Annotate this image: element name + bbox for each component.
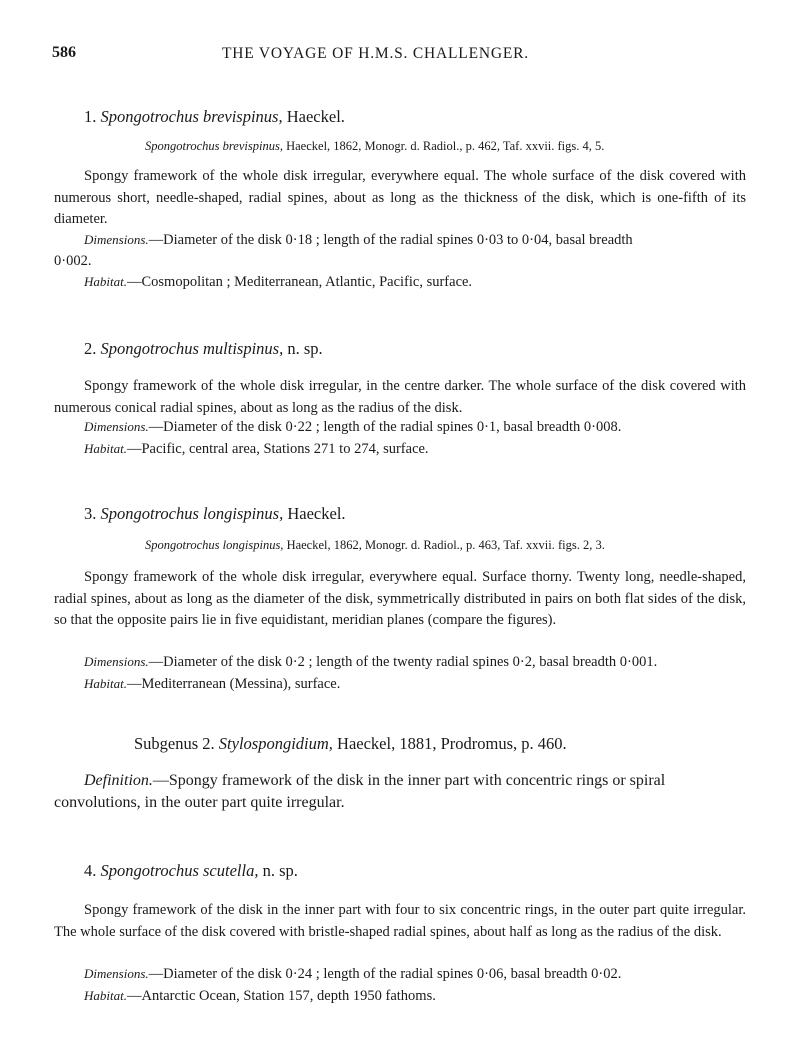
species-heading (84, 504, 346, 524)
species-author: n. sp. (287, 339, 323, 358)
species-name: Spongotrochus scutella, (100, 861, 259, 880)
habitat-text: —Cosmopolitan ; Mediterranean, Atlantic, Pacific, surface. (126, 274, 473, 290)
species-name: Spongotrochus longispinus, (100, 504, 284, 523)
definition-text: —Spongy framework of the disk in the inner part with concentric rings or spiral convolutions, in the outer part quite irregular. (54, 772, 666, 811)
dimensions-text: —Diameter of the disk 0·24 ; length of the radial spines 0·06, basal breadth 0·02. (148, 966, 622, 982)
reference-text: Haeckel, 1862, Monogr. d. Radiol., p. 462, Taf. xxvii. figs. 4, 5. (286, 139, 605, 153)
subgenus-prefix: Subgenus 2. (134, 734, 215, 753)
dimensions-line (84, 232, 633, 249)
subgenus-definition (54, 770, 754, 814)
dimensions-text: —Diameter of the disk 0·18 ; length of the radial spines 0·03 to 0·04, basal breadth (148, 232, 633, 248)
dimensions-line-continued: 0·002. (54, 253, 92, 269)
subgenus-name: Stylospongidium, (218, 734, 333, 753)
definition-label: Definition. (84, 772, 153, 789)
subgenus-heading (134, 734, 567, 754)
species-number: 3. (84, 504, 97, 523)
dimensions-label: Dimensions. (84, 966, 149, 981)
species-description: Spongy framework of the disk in the inner part with four to six concentric rings, in the outer part quite irregular. The whole surface of the disk covered with bristle-shaped radial spines, about half as long as the radius of the disk. (54, 902, 746, 940)
species-author: Haeckel. (286, 107, 345, 126)
reference-name: Spongotrochus longispinus, (145, 538, 284, 552)
dimensions-line (84, 654, 657, 671)
species-heading (84, 107, 345, 127)
species-description: Spongy framework of the whole disk irregular, everywhere equal. Surface thorny. Twenty long, needle-shaped, radial spines, about as long as the diameter of the disk, symmetrically distributed in pairs on both flat sides of the disk, so that the opposite pairs lie in five equidistant, meridian planes (compare the figures). (54, 569, 746, 628)
reference-text: Haeckel, 1862, Monogr. d. Radiol., p. 463, Taf. xxvii. figs. 2, 3. (286, 538, 605, 552)
habitat-label: Habitat. (84, 441, 127, 456)
species-description: Spongy framework of the whole disk irregular, in the centre darker. The whole surface of the disk covered with numerous conical radial spines, about as long as the radius of the disk. (54, 378, 746, 416)
species-description: Spongy framework of the whole disk irregular, everywhere equal. The whole surface of the disk covered with numerous short, needle-shaped, radial spines, about as long as the thickness of the disk, which is one-fifth of its diameter. (54, 168, 746, 227)
habitat-label: Habitat. (84, 274, 127, 289)
habitat-text: —Antarctic Ocean, Station 157, depth 1950 fathoms. (126, 988, 436, 1004)
species-number: 4. (84, 861, 97, 880)
species-reference (145, 139, 604, 154)
dimensions-line (84, 419, 621, 436)
dimensions-label: Dimensions. (84, 419, 149, 434)
running-title: THE VOYAGE OF H.M.S. CHALLENGER. (222, 45, 529, 62)
species-heading (84, 339, 323, 359)
species-reference (145, 538, 605, 553)
habitat-label: Habitat. (84, 676, 127, 691)
habitat-label: Habitat. (84, 988, 127, 1003)
habitat-line (84, 441, 429, 458)
habitat-text: —Pacific, central area, Stations 271 to 274, surface. (126, 441, 429, 457)
subgenus-text: Haeckel, 1881, Prodromus, p. 460. (337, 734, 567, 753)
species-heading (84, 861, 298, 881)
dimensions-line (84, 966, 621, 983)
dimensions-text: —Diameter of the disk 0·2 ; length of the twenty radial spines 0·2, basal breadth 0·001. (148, 654, 658, 670)
page-number: 586 (52, 44, 76, 61)
dimensions-text: —Diameter of the disk 0·22 ; length of the radial spines 0·1, basal breadth 0·008. (148, 419, 622, 435)
dimensions-label: Dimensions. (84, 232, 149, 247)
species-author: n. sp. (262, 861, 298, 880)
species-number: 2. (84, 339, 97, 358)
species-name: Spongotrochus brevispinus, (100, 107, 283, 126)
reference-name: Spongotrochus brevispinus, (145, 139, 283, 153)
species-name: Spongotrochus multispinus, (100, 339, 284, 358)
habitat-text: —Mediterranean (Messina), surface. (126, 676, 341, 692)
species-author: Haeckel. (287, 504, 346, 523)
dimensions-label: Dimensions. (84, 654, 149, 669)
habitat-line (84, 676, 340, 693)
habitat-line (84, 988, 436, 1005)
habitat-line (84, 274, 472, 291)
species-number: 1. (84, 107, 97, 126)
